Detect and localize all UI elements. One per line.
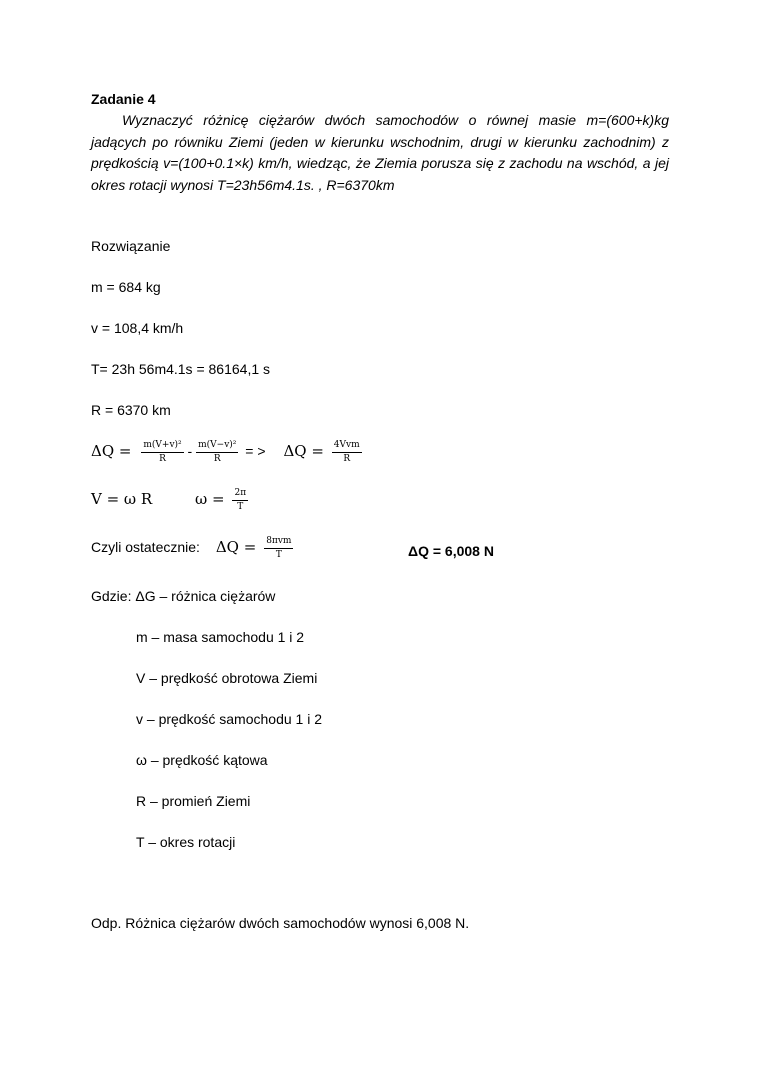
definition-T: T – okres rotacji xyxy=(136,834,236,850)
answer: Odp. Różnica ciężarów dwóch samochodów wynosi 6,008 N. xyxy=(91,915,470,931)
fraction-1-denominator: R xyxy=(159,454,166,464)
final-formula xyxy=(91,536,293,561)
given-velocity: v = 108,4 km/h xyxy=(91,320,184,336)
omega-lhs: ω = xyxy=(195,490,225,509)
fraction-1-numerator: m(V+v)² xyxy=(141,440,183,453)
formula1-minus: - xyxy=(187,443,193,460)
definition-v: v – prędkość samochodu 1 i 2 xyxy=(136,711,322,727)
fraction-2 xyxy=(196,440,238,465)
fraction-3-denominator: R xyxy=(343,454,351,464)
formula1-lhs: ΔQ = xyxy=(91,442,132,461)
final-result: ΔQ = 6,008 N xyxy=(408,543,494,559)
given-radius: R = 6370 km xyxy=(91,402,171,418)
final-numerator: 8πvm xyxy=(264,536,293,549)
final-lhs: ΔQ = xyxy=(215,538,257,557)
omega-denominator: T xyxy=(237,502,244,512)
task-description xyxy=(91,110,669,196)
final-denominator: T xyxy=(275,550,282,560)
final-label: Czyli ostatecznie: xyxy=(91,539,200,556)
definition-omega: ω – prędkość kątowa xyxy=(136,752,268,768)
fraction-2-numerator: m(V−v)² xyxy=(196,440,238,453)
given-period: T= 23h 56m4.1s = 86164,1 s xyxy=(91,361,271,377)
task-title: Zadanie 4 xyxy=(91,91,156,107)
definition-m: m – masa samochodu 1 i 2 xyxy=(136,629,305,645)
omega-numerator: 2π xyxy=(232,488,248,501)
formula-delta-q xyxy=(91,440,362,465)
definition-V: V – prędkość obrotowa Ziemi xyxy=(136,670,318,686)
where-label: Gdzie: ΔG – różnica ciężarów xyxy=(91,588,276,604)
formula1-rhs-lhs: ΔQ = xyxy=(283,442,324,461)
final-fraction xyxy=(264,536,293,561)
fraction-3 xyxy=(332,440,362,465)
fraction-1 xyxy=(141,440,183,465)
fraction-2-denominator: R xyxy=(213,454,221,464)
velocity-equation: V = ω R xyxy=(91,490,153,508)
formula-omega xyxy=(195,488,248,513)
definition-R: R – promień Ziemi xyxy=(136,793,251,809)
formula1-arrow: = > xyxy=(245,443,266,460)
given-mass: m = 684 kg xyxy=(91,279,161,295)
fraction-3-numerator: 4Vvm xyxy=(332,440,362,453)
task-text: Wyznaczyć różnicę ciężarów dwóch samochodów o równej masie m=(600+k)kg jadących po równiku Ziemi (jeden w kierunku wschodnim, drugi w kierunku zachodnim) z prędkością v=(100+0.1×k) km/h, wiedząc, że Ziemia porusza się z zachodu na wschód, a jej okres rotacji wynosi T=23h56m4.1s. , R=6370km xyxy=(91,112,669,193)
solution-heading: Rozwiązanie xyxy=(91,238,171,254)
omega-fraction xyxy=(232,488,248,513)
formula-velocity xyxy=(91,490,152,508)
